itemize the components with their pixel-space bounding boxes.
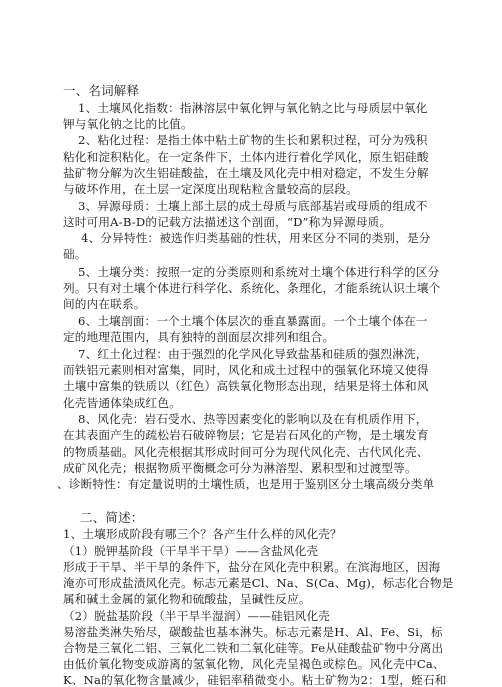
definition-line: 5、土壤分类：按照一定的分类原则和系统对土壤个体进行科学的区分	[78, 265, 440, 279]
definition-line: 成矿风化壳；根据物质平衡概念可分为淋溶型、累积型和过渡型等。	[63, 461, 417, 475]
definition-line: 7、红土化过程：由于强烈的化学风化导致盐基和硅质的强烈淋洗，	[78, 347, 428, 361]
answer-line: 淹亦可形成盐渍风化壳。标志元素是Cl、Na、S(Ca、Mg)，标志化合物是	[63, 576, 454, 590]
stage-line: （2）脱盐基阶段（半干旱半湿润）——硅铝风化壳	[63, 609, 331, 623]
definition-line: 定的地理范围内，具有独特的剖面层次排列和组合。	[63, 330, 335, 344]
answer-line: 合物是三氧化二铝、三氧化二铁和二氧化硅等。Fe从硅酸盐矿物中分离出	[63, 641, 444, 655]
definition-line: 3、异源母质：土壤上部土层的成土母质与底部基岩或母质的组成不	[78, 199, 428, 213]
definition-line: 间的内在联系。	[63, 297, 146, 311]
definition-line: 1、土壤风化指数：指淋溶层中氧化钾与氧化钠之比与母质层中氧化	[78, 101, 428, 115]
definition-line: 的物质基础。风化壳根据其形成时间可分为现代风化壳、古代风化壳、	[63, 445, 429, 459]
answer-line: 形成于干旱、半干旱的条件下，盐分在风化壳中积累。在滨海地区，因海	[63, 560, 441, 574]
definition-line: 这时可用A-B-D的记载方法描述这个剖面，“D”称为异源母质。	[63, 215, 392, 229]
answer-line: 属和碱土金属的氯化物和硫酸盐，呈碱性反应。	[63, 592, 311, 606]
answer-line: 由低价氧化物变成游离的氢氧化物，风化壳呈褐色或棕色。风化壳中Ca、	[63, 657, 445, 671]
definition-line: 化壳皆通体染成红色。	[63, 396, 181, 410]
section-1-heading: 一、名词解释	[63, 83, 140, 98]
definition-line: 而铁铝元素则相对富集，同时，风化和成土过程中的强氧化环境又使得	[63, 363, 429, 377]
definition-line: 4、分异特性：被选作归类基础的性状，用来区分不同的类别，是分	[81, 231, 431, 245]
definition-line: 列。只有对土壤个体进行科学化、系统化、条理化，才能系统认识土壤个	[63, 281, 441, 295]
definition-line: 粘化和淀积粘化。在一定条件下，土体内进行着化学风化，原生铝硅酸	[63, 150, 429, 164]
definition-line: 钾与氧化钠之比的比值。	[63, 117, 193, 131]
definition-line: 与破坏作用，在土层一定深度出现粘粒含量较高的层段。	[63, 182, 358, 196]
definition-line: 盐矿物分解为次生铝硅酸盐，在土壤及风化壳中相对稳定，不发生分解	[63, 166, 429, 180]
definition-line: 、诊断特性：有定量说明的土壤性质，也是用于鉴别区分土壤高级分类单	[57, 477, 435, 491]
definition-line: 6、土壤剖面：一个土壤个体层次的垂直暴露面。一个土壤个体在一	[78, 314, 428, 328]
section-2-heading: 二、简述：	[80, 510, 144, 525]
question-line: 1、土壤形成阶段有哪三个？各产生什么样的风化壳？	[63, 527, 342, 541]
definition-line: 8、风化壳：岩石受水、热等因素变化的影响以及在有机质作用下，	[78, 412, 428, 426]
definition-line: 土壤中富集的铁质以（红色）高铁氧化物形态出现，结果是将土体和风	[63, 379, 429, 393]
answer-line: K、Na的氧化物含量减少，硅铝率稍微变小。粘土矿物为2：1型，蛭石和	[63, 673, 447, 687]
definition-line: 础。	[63, 247, 87, 261]
definition-line: 2、粘化过程：是指土体中粘土矿物的生长和累积过程，可分为残积	[78, 133, 428, 147]
answer-line: 易溶盐类淋失殆尽，碳酸盐也基本淋失。标志元素是H、Al、Fe、Si，标	[63, 625, 443, 639]
stage-line: （1）脱钾基阶段（干旱半干旱）——含盐风化壳	[63, 544, 319, 558]
definition-line: 在其表面产生的疏松岩石破碎物层；它是岩石风化的产物，是土壤发育	[63, 428, 429, 442]
